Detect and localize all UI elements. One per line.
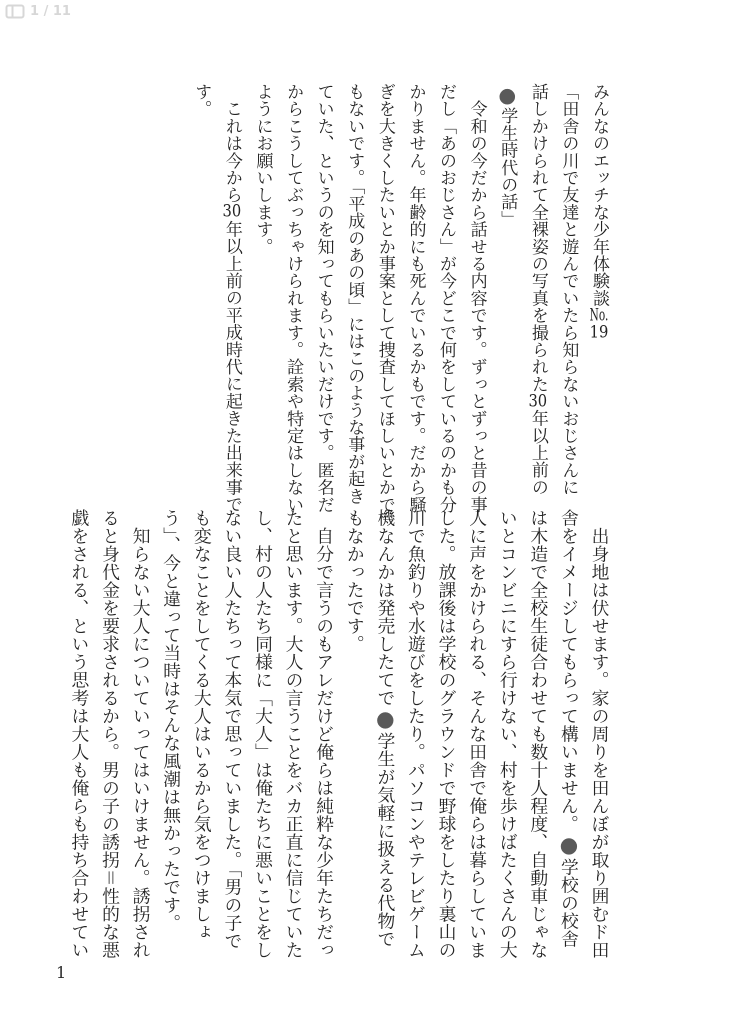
- timeframe-paragraph: [186, 83, 247, 516]
- hometown-paragraph: [339, 509, 614, 959]
- lower-text-block: [63, 509, 614, 959]
- censor-dot: ●: [495, 83, 520, 108]
- censor-dot: ●: [372, 706, 398, 733]
- story-subtitle-line: [492, 83, 584, 516]
- page-spread-icon[interactable]: [5, 4, 25, 19]
- timeframe-segment-2: 年以上前の平成時代に起きた出来事です。: [191, 83, 242, 513]
- censor-dot: ●: [556, 832, 582, 859]
- hometown-segment-3: 学生が気軽に扱える代物でもなかったです。: [344, 509, 396, 948]
- strangers-paragraph: 知らない大人についていってはいけません。誘拐されると身代金を要求されるから。男の子の誘拐＝性的な悪戯をされる、という思考は大人も俺らも持ち合わせてい: [68, 509, 152, 959]
- story-title-text: みんなのエッチな少年体験談: [589, 83, 609, 307]
- subtitle-years-number: 30: [528, 392, 548, 410]
- story-title-line: [583, 83, 614, 516]
- timeframe-years-number: 30: [222, 203, 242, 221]
- story-number-value: 19: [589, 323, 609, 341]
- reader-header: [5, 4, 71, 19]
- hometown-segment-1: 出身地は伏せます。家の周りを田んぼが取り囲むド田舎をイメージしてもらって構いません。: [558, 509, 610, 959]
- page-indicator: 1 / 11: [30, 4, 71, 19]
- page-number: 1: [56, 963, 67, 982]
- boys-paragraph: 自分で言うのもアレだけど俺らは純粋な少年たちだったと思います。大人の言うことをバカ正直に信じていたし、村の人たち同様に「大人」は俺たちに悪いことをしない良い人たちって本気で思っていました。「男の子でも変なことをしてくる大人はいるから気をつけましょう」、今と違って当時はそんな風潮は無かったです。: [160, 509, 335, 959]
- story-number-label: No.: [589, 306, 609, 324]
- hometown-segment-2: 学校の校舎は木造で全校生徒合わせても数十人程度、自動車じゃないとコンビニにすら行けない、村を歩けばたくさんの大人に声をかけられる、そんな田舎で俺らは暮らしていました。放課後は学校のグラウンドで野球をしたり裏山の川で魚釣りや水遊びをしたり。パソコンやテレビゲーム機なんかは発売したてで: [374, 509, 580, 959]
- subtitle-segment-1: 「田舎の川で友達と遊んでいたら知らないおじさんに: [558, 83, 579, 496]
- upper-text-block: [186, 83, 614, 516]
- subtitle-segment-4: 学生時代の話」: [497, 107, 518, 228]
- subtitle-segment-3: 年以上前の: [527, 409, 548, 496]
- subtitle-segment-2: 話しかけられて全裸姿の写真を撮られた: [527, 83, 548, 393]
- intro-paragraph: 令和の今だから話せる内容です。ずっとずっと昔の事だし「あのおじさん」が今どこで何をしているのかも分かりません。年齢的にも死んでいるかもです。だから騒ぎを大きくしたいとか事案として捜査してほしいとかでもないです。「平成のあの頃」にはこのような事が起きていた、というのを知ってもらいたいだけです。匿名だからこうしてぶっちゃけられます。詮索や特定はしないようにお願いします。: [252, 83, 487, 513]
- timeframe-segment-1: これは今から: [221, 83, 242, 204]
